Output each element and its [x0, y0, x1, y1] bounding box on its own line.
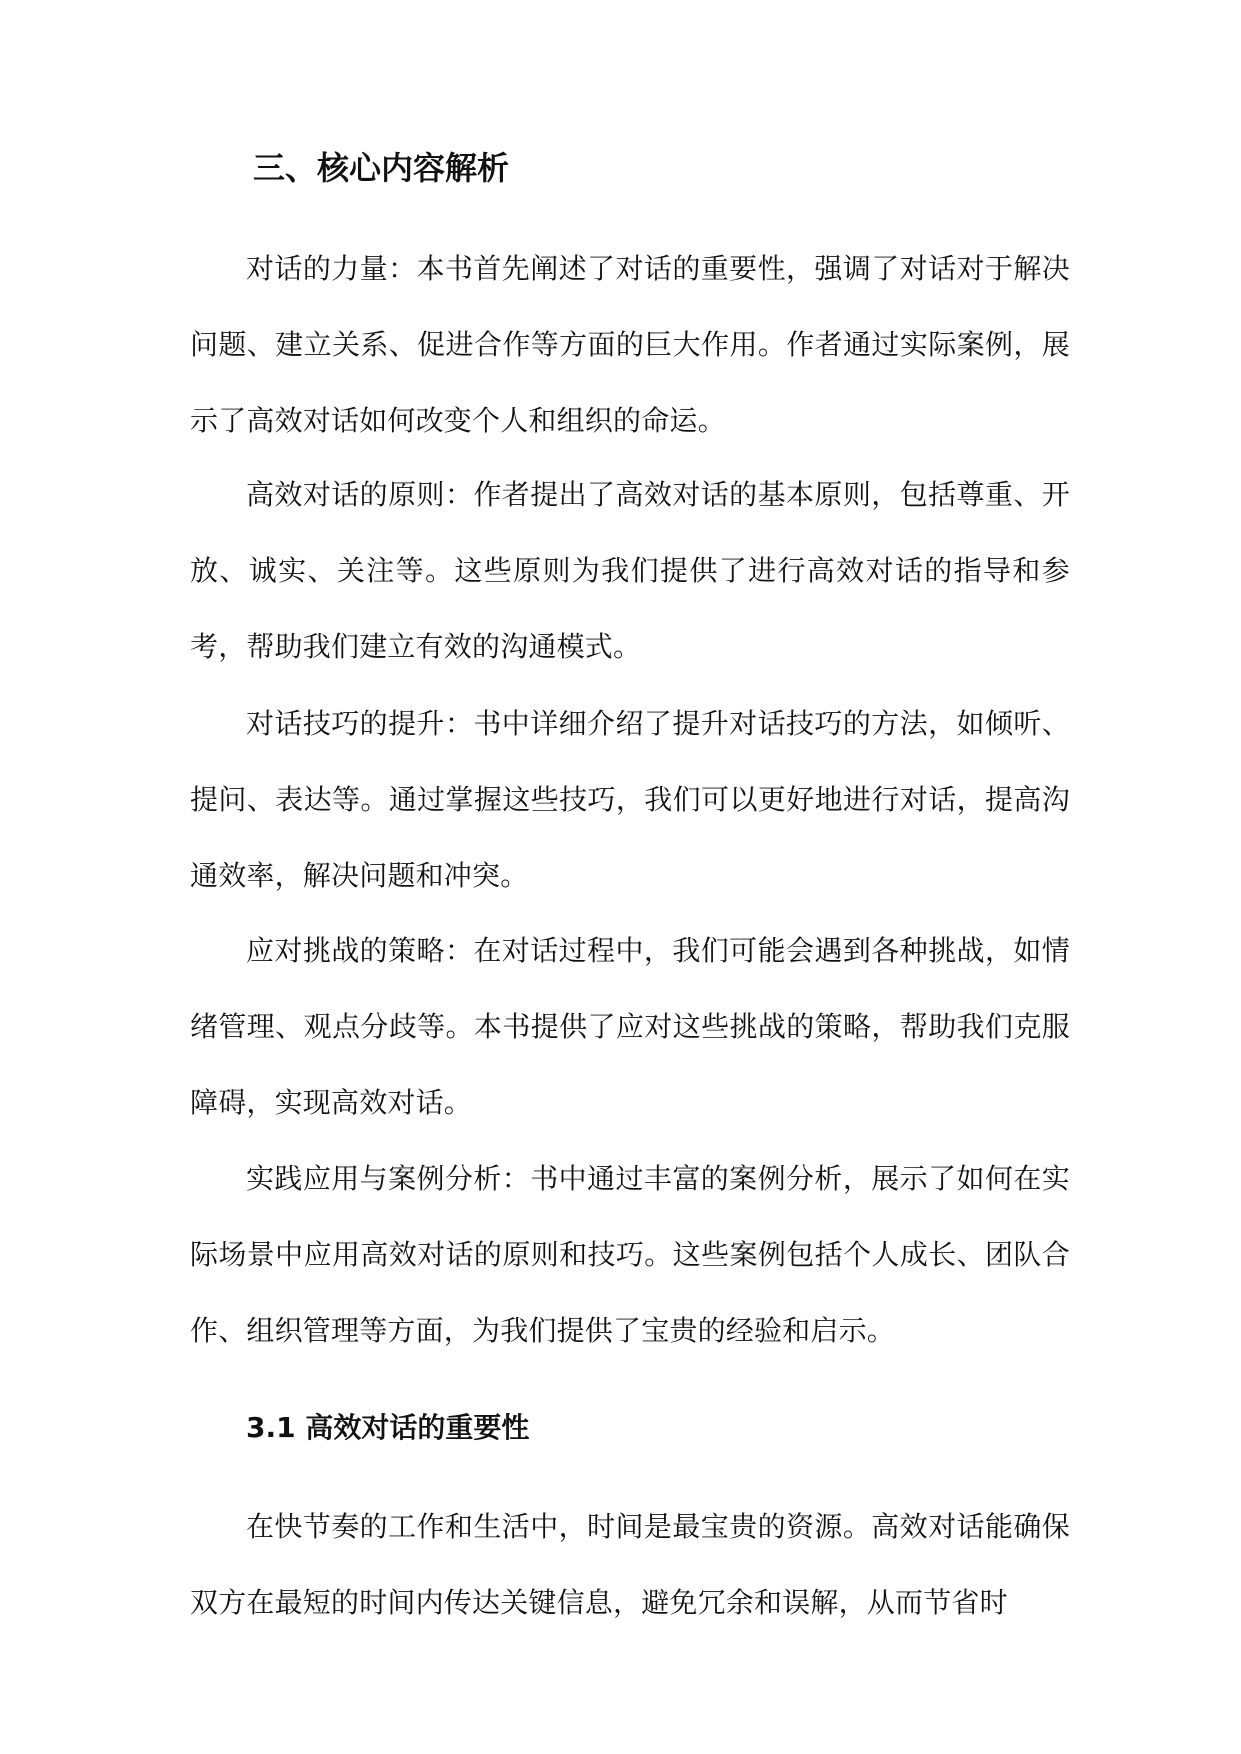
paragraph-power-of-dialogue: 对话的力量：本书首先阐述了对话的重要性，强调了对话对于解决问题、建立关系、促进合作等方面的巨大作用。作者通过实际案例，展示了高效对话如何改变个人和组织的命运。: [190, 252, 1070, 437]
paragraph-principles: 高效对话的原则：作者提出了高效对话的基本原则，包括尊重、开放、诚实、关注等。这些原则为我们提供了进行高效对话的指导和参考，帮助我们建立有效的沟通模式。: [190, 478, 1070, 663]
paragraph-importance: 在快节奏的工作和生活中，时间是最宝贵的资源。高效对话能确保双方在最短的时间内传达关键信息，避免冗余和误解，从而节省时: [190, 1510, 1070, 1619]
paragraph-case-analysis: 实践应用与案例分析：书中通过丰富的案例分析，展示了如何在实际场景中应用高效对话的原则和技巧。这些案例包括个人成长、团队合作、组织管理等方面，为我们提供了宝贵的经验和启示。: [190, 1162, 1070, 1347]
subsection-heading: 3.1 高效对话的重要性: [246, 1411, 530, 1444]
paragraph-strategies: 应对挑战的策略：在对话过程中，我们可能会遇到各种挑战，如情绪管理、观点分歧等。本书提供了应对这些挑战的策略，帮助我们克服障碍，实现高效对话。: [190, 934, 1070, 1119]
paragraph-skills: 对话技巧的提升：书中详细介绍了提升对话技巧的方法，如倾听、提问、表达等。通过掌握这些技巧，我们可以更好地进行对话，提高沟通效率，解决问题和冲突。: [190, 707, 1070, 892]
section-heading: 三、核心内容解析: [253, 149, 510, 187]
